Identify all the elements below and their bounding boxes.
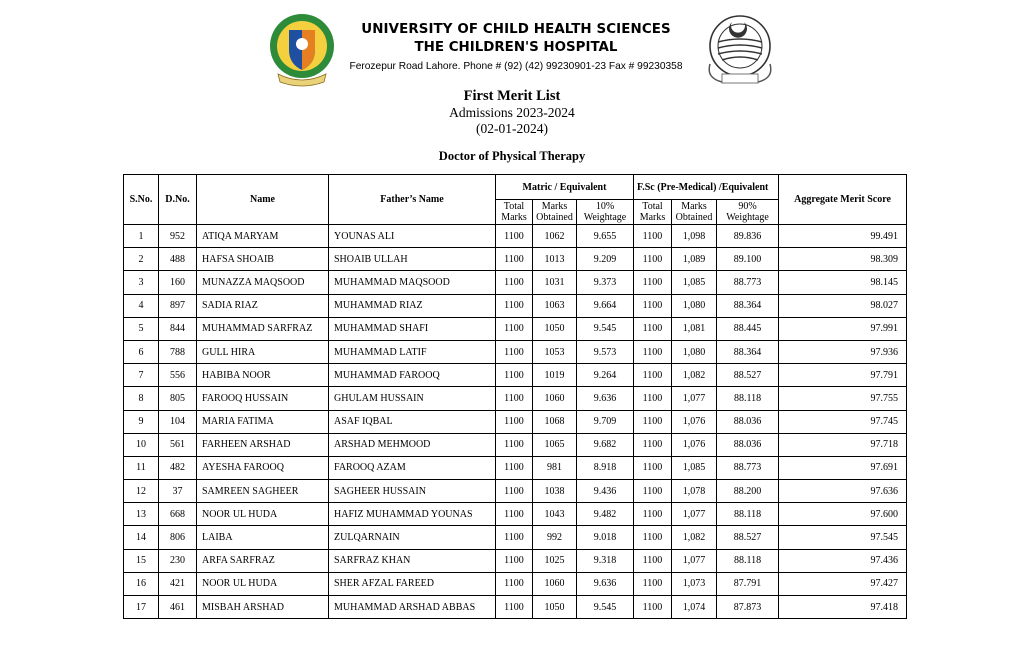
cell-matric-total: 1100 xyxy=(496,480,533,503)
cell-sno: 11 xyxy=(124,456,159,479)
cell-sno: 14 xyxy=(124,526,159,549)
cell-matric-obtained: 1013 xyxy=(533,248,577,271)
cell-matric-obtained: 1031 xyxy=(533,271,577,294)
cell-sno: 4 xyxy=(124,294,159,317)
cell-name: ATIQA MARYAM xyxy=(197,225,329,248)
cell-name: ARFA SARFRAZ xyxy=(197,549,329,572)
table-row xyxy=(124,549,907,572)
cell-fsc-weightage: 88.036 xyxy=(717,410,779,433)
cell-dno: 230 xyxy=(159,549,197,572)
cell-matric-obtained: 1050 xyxy=(533,596,577,619)
cell-name: NOOR UL HUDA xyxy=(197,572,329,595)
cell-matric-weightage: 9.209 xyxy=(577,248,634,271)
cell-fsc-total: 1100 xyxy=(634,294,672,317)
cell-matric-obtained: 1043 xyxy=(533,503,577,526)
table-row xyxy=(124,225,907,248)
cell-matric-total: 1100 xyxy=(496,294,533,317)
cell-aggregate-score: 97.936 xyxy=(779,340,907,363)
cell-fsc-total: 1100 xyxy=(634,526,672,549)
cell-sno: 8 xyxy=(124,387,159,410)
table-row xyxy=(124,480,907,503)
cell-fsc-total: 1100 xyxy=(634,364,672,387)
cell-matric-weightage: 8.918 xyxy=(577,456,634,479)
cell-fsc-obtained: 1,085 xyxy=(672,456,717,479)
cell-fsc-obtained: 1,077 xyxy=(672,387,717,410)
cell-fsc-weightage: 88.445 xyxy=(717,317,779,340)
cell-fsc-obtained: 1,073 xyxy=(672,572,717,595)
cell-dno: 806 xyxy=(159,526,197,549)
cell-name: AYESHA FAROOQ xyxy=(197,456,329,479)
col-header-father: Father’s Name xyxy=(329,175,496,225)
table-header-row xyxy=(124,175,907,200)
cell-father-name: SAGHEER HUSSAIN xyxy=(329,480,496,503)
cell-fsc-total: 1100 xyxy=(634,410,672,433)
cell-dno: 37 xyxy=(159,480,197,503)
cell-father-name: MUHAMMAD SHAFI xyxy=(329,317,496,340)
cell-aggregate-score: 97.718 xyxy=(779,433,907,456)
cell-fsc-total: 1100 xyxy=(634,549,672,572)
cell-matric-weightage: 9.373 xyxy=(577,271,634,294)
cell-matric-weightage: 9.709 xyxy=(577,410,634,433)
cell-sno: 15 xyxy=(124,549,159,572)
cell-name: MUNAZZA MAQSOOD xyxy=(197,271,329,294)
cell-father-name: ARSHAD MEHMOOD xyxy=(329,433,496,456)
col-header-dno: D.No. xyxy=(159,175,197,225)
table-row xyxy=(124,271,907,294)
table-body xyxy=(124,225,907,619)
cell-matric-total: 1100 xyxy=(496,225,533,248)
cell-fsc-obtained: 1,085 xyxy=(672,271,717,294)
cell-father-name: GHULAM HUSSAIN xyxy=(329,387,496,410)
cell-father-name: FAROOQ AZAM xyxy=(329,456,496,479)
session-title: Admissions 2023-2024 xyxy=(449,105,575,120)
cell-matric-weightage: 9.545 xyxy=(577,317,634,340)
government-of-punjab-emblem xyxy=(702,12,778,88)
cell-fsc-total: 1100 xyxy=(634,596,672,619)
cell-sno: 17 xyxy=(124,596,159,619)
cell-fsc-total: 1100 xyxy=(634,225,672,248)
institution-block xyxy=(346,21,686,73)
cell-matric-weightage: 9.482 xyxy=(577,503,634,526)
cell-matric-obtained: 1050 xyxy=(533,317,577,340)
cell-matric-obtained: 981 xyxy=(533,456,577,479)
col-header-matric-obtained: Marks Obtained xyxy=(533,200,577,225)
cell-aggregate-score: 97.791 xyxy=(779,364,907,387)
cell-fsc-weightage: 88.364 xyxy=(717,294,779,317)
cell-fsc-total: 1100 xyxy=(634,387,672,410)
table-row xyxy=(124,572,907,595)
university-name: UNIVERSITY OF CHILD HEALTH SCIENCES xyxy=(361,22,671,37)
cell-matric-weightage: 9.664 xyxy=(577,294,634,317)
cell-dno: 160 xyxy=(159,271,197,294)
university-crest-logo xyxy=(268,12,336,88)
cell-matric-total: 1100 xyxy=(496,317,533,340)
cell-fsc-obtained: 1,078 xyxy=(672,480,717,503)
cell-dno: 461 xyxy=(159,596,197,619)
cell-aggregate-score: 97.427 xyxy=(779,572,907,595)
cell-matric-obtained: 1068 xyxy=(533,410,577,433)
cell-name: MARIA FATIMA xyxy=(197,410,329,433)
cell-matric-total: 1100 xyxy=(496,572,533,595)
cell-father-name: ASAF IQBAL xyxy=(329,410,496,433)
table-row xyxy=(124,248,907,271)
cell-aggregate-score: 97.600 xyxy=(779,503,907,526)
cell-fsc-total: 1100 xyxy=(634,480,672,503)
cell-matric-obtained: 1062 xyxy=(533,225,577,248)
cell-matric-obtained: 1060 xyxy=(533,387,577,410)
cell-matric-weightage: 9.545 xyxy=(577,596,634,619)
cell-fsc-total: 1100 xyxy=(634,248,672,271)
cell-fsc-weightage: 88.773 xyxy=(717,271,779,294)
cell-matric-total: 1100 xyxy=(496,248,533,271)
address-line: Ferozepur Road Lahore. Phone # (92) (42) 99230901-23 Fax # 99230358 xyxy=(349,61,683,72)
cell-fsc-weightage: 89.100 xyxy=(717,248,779,271)
cell-fsc-obtained: 1,076 xyxy=(672,433,717,456)
cell-fsc-weightage: 87.791 xyxy=(717,572,779,595)
cell-matric-total: 1100 xyxy=(496,433,533,456)
cell-fsc-weightage: 88.118 xyxy=(717,549,779,572)
hospital-name: THE CHILDREN'S HOSPITAL xyxy=(414,40,618,55)
cell-matric-total: 1100 xyxy=(496,387,533,410)
table-row xyxy=(124,503,907,526)
cell-dno: 104 xyxy=(159,410,197,433)
letterhead xyxy=(0,0,1024,96)
cell-fsc-total: 1100 xyxy=(634,433,672,456)
cell-fsc-obtained: 1,077 xyxy=(672,549,717,572)
cell-matric-total: 1100 xyxy=(496,364,533,387)
cell-matric-weightage: 9.264 xyxy=(577,364,634,387)
cell-aggregate-score: 97.418 xyxy=(779,596,907,619)
cell-name: HAFSA SHOAIB xyxy=(197,248,329,271)
cell-fsc-weightage: 87.873 xyxy=(717,596,779,619)
cell-fsc-obtained: 1,082 xyxy=(672,364,717,387)
cell-matric-weightage: 9.655 xyxy=(577,225,634,248)
cell-fsc-obtained: 1,080 xyxy=(672,340,717,363)
cell-sno: 10 xyxy=(124,433,159,456)
cell-matric-total: 1100 xyxy=(496,549,533,572)
cell-dno: 561 xyxy=(159,433,197,456)
cell-father-name: SHER AFZAL FAREED xyxy=(329,572,496,595)
cell-father-name: ZULQARNAIN xyxy=(329,526,496,549)
cell-fsc-total: 1100 xyxy=(634,340,672,363)
cell-matric-weightage: 9.318 xyxy=(577,549,634,572)
cell-aggregate-score: 97.691 xyxy=(779,456,907,479)
cell-name: MUHAMMAD SARFRAZ xyxy=(197,317,329,340)
cell-matric-obtained: 1025 xyxy=(533,549,577,572)
cell-matric-obtained: 1053 xyxy=(533,340,577,363)
cell-fsc-obtained: 1,081 xyxy=(672,317,717,340)
table-row xyxy=(124,433,907,456)
cell-matric-weightage: 9.636 xyxy=(577,387,634,410)
cell-aggregate-score: 99.491 xyxy=(779,225,907,248)
col-header-aggregate: Aggregate Merit Score xyxy=(779,175,907,225)
cell-sno: 6 xyxy=(124,340,159,363)
table-row xyxy=(124,387,907,410)
cell-matric-total: 1100 xyxy=(496,526,533,549)
col-group-fsc: F.Sc (Pre-Medical) /Equivalent xyxy=(634,175,779,200)
cell-fsc-total: 1100 xyxy=(634,317,672,340)
cell-fsc-weightage: 88.118 xyxy=(717,503,779,526)
cell-matric-obtained: 992 xyxy=(533,526,577,549)
col-group-matric: Matric / Equivalent xyxy=(496,175,634,200)
cell-matric-weightage: 9.682 xyxy=(577,433,634,456)
cell-father-name: YOUNAS ALI xyxy=(329,225,496,248)
cell-matric-total: 1100 xyxy=(496,503,533,526)
cell-name: FAROOQ HUSSAIN xyxy=(197,387,329,410)
cell-sno: 12 xyxy=(124,480,159,503)
cell-matric-total: 1100 xyxy=(496,340,533,363)
list-date: (02-01-2024) xyxy=(476,121,548,136)
col-header-matric-weightage: 10% Weightage xyxy=(577,200,634,225)
cell-aggregate-score: 97.436 xyxy=(779,549,907,572)
cell-matric-obtained: 1063 xyxy=(533,294,577,317)
cell-fsc-obtained: 1,077 xyxy=(672,503,717,526)
cell-name: MISBAH ARSHAD xyxy=(197,596,329,619)
table-row xyxy=(124,340,907,363)
cell-sno: 3 xyxy=(124,271,159,294)
cell-fsc-obtained: 1,089 xyxy=(672,248,717,271)
cell-matric-weightage: 9.636 xyxy=(577,572,634,595)
cell-sno: 2 xyxy=(124,248,159,271)
cell-fsc-total: 1100 xyxy=(634,271,672,294)
cell-father-name: MUHAMMAD ARSHAD ABBAS xyxy=(329,596,496,619)
cell-sno: 13 xyxy=(124,503,159,526)
cell-fsc-weightage: 88.773 xyxy=(717,456,779,479)
cell-fsc-weightage: 88.036 xyxy=(717,433,779,456)
table-row xyxy=(124,596,907,619)
cell-matric-total: 1100 xyxy=(496,410,533,433)
cell-aggregate-score: 97.745 xyxy=(779,410,907,433)
cell-dno: 805 xyxy=(159,387,197,410)
col-header-fsc-total: Total Marks xyxy=(634,200,672,225)
cell-fsc-weightage: 88.364 xyxy=(717,340,779,363)
col-header-fsc-weightage: 90% Weightage xyxy=(717,200,779,225)
cell-dno: 844 xyxy=(159,317,197,340)
cell-aggregate-score: 97.636 xyxy=(779,480,907,503)
cell-fsc-obtained: 1,082 xyxy=(672,526,717,549)
cell-matric-obtained: 1060 xyxy=(533,572,577,595)
cell-matric-total: 1100 xyxy=(496,456,533,479)
cell-aggregate-score: 97.991 xyxy=(779,317,907,340)
cell-fsc-weightage: 88.200 xyxy=(717,480,779,503)
cell-aggregate-score: 97.545 xyxy=(779,526,907,549)
cell-fsc-weightage: 88.527 xyxy=(717,526,779,549)
cell-matric-obtained: 1038 xyxy=(533,480,577,503)
cell-name: SADIA RIAZ xyxy=(197,294,329,317)
col-header-matric-total: Total Marks xyxy=(496,200,533,225)
cell-name: LAIBA xyxy=(197,526,329,549)
cell-father-name: MUHAMMAD LATIF xyxy=(329,340,496,363)
cell-aggregate-score: 98.027 xyxy=(779,294,907,317)
cell-father-name: SHOAIB ULLAH xyxy=(329,248,496,271)
cell-sno: 9 xyxy=(124,410,159,433)
merit-list-table xyxy=(123,174,907,619)
cell-fsc-total: 1100 xyxy=(634,572,672,595)
cell-name: NOOR UL HUDA xyxy=(197,503,329,526)
cell-dno: 668 xyxy=(159,503,197,526)
cell-fsc-obtained: 1,080 xyxy=(672,294,717,317)
cell-matric-weightage: 9.018 xyxy=(577,526,634,549)
col-header-sno: S.No. xyxy=(124,175,159,225)
cell-dno: 556 xyxy=(159,364,197,387)
cell-matric-total: 1100 xyxy=(496,271,533,294)
program-title: Doctor of Physical Therapy xyxy=(438,149,586,163)
cell-sno: 7 xyxy=(124,364,159,387)
cell-father-name: HAFIZ MUHAMMAD YOUNAS xyxy=(329,503,496,526)
table-row xyxy=(124,526,907,549)
cell-fsc-weightage: 88.118 xyxy=(717,387,779,410)
cell-dno: 482 xyxy=(159,456,197,479)
cell-father-name: MUHAMMAD RIAZ xyxy=(329,294,496,317)
cell-fsc-weightage: 89.836 xyxy=(717,225,779,248)
cell-matric-weightage: 9.573 xyxy=(577,340,634,363)
cell-fsc-weightage: 88.527 xyxy=(717,364,779,387)
cell-name: SAMREEN SAGHEER xyxy=(197,480,329,503)
cell-sno: 1 xyxy=(124,225,159,248)
cell-matric-total: 1100 xyxy=(496,596,533,619)
cell-father-name: MUHAMMAD MAQSOOD xyxy=(329,271,496,294)
cell-name: HABIBA NOOR xyxy=(197,364,329,387)
table-row xyxy=(124,456,907,479)
cell-aggregate-score: 98.145 xyxy=(779,271,907,294)
cell-matric-obtained: 1019 xyxy=(533,364,577,387)
table-row xyxy=(124,317,907,340)
table-row xyxy=(124,410,907,433)
document-titles xyxy=(0,88,1024,137)
cell-fsc-obtained: 1,098 xyxy=(672,225,717,248)
cell-matric-obtained: 1065 xyxy=(533,433,577,456)
cell-fsc-obtained: 1,074 xyxy=(672,596,717,619)
list-title: First Merit List xyxy=(463,88,561,104)
col-header-fsc-obtained: Marks Obtained xyxy=(672,200,717,225)
cell-name: GULL HIRA xyxy=(197,340,329,363)
cell-father-name: SARFRAZ KHAN xyxy=(329,549,496,572)
cell-dno: 488 xyxy=(159,248,197,271)
table-row xyxy=(124,364,907,387)
col-header-name: Name xyxy=(197,175,329,225)
cell-dno: 952 xyxy=(159,225,197,248)
cell-aggregate-score: 98.309 xyxy=(779,248,907,271)
cell-name: FARHEEN ARSHAD xyxy=(197,433,329,456)
cell-fsc-total: 1100 xyxy=(634,456,672,479)
cell-dno: 897 xyxy=(159,294,197,317)
cell-dno: 421 xyxy=(159,572,197,595)
cell-father-name: MUHAMMAD FAROOQ xyxy=(329,364,496,387)
cell-sno: 16 xyxy=(124,572,159,595)
cell-fsc-obtained: 1,076 xyxy=(672,410,717,433)
cell-matric-weightage: 9.436 xyxy=(577,480,634,503)
cell-aggregate-score: 97.755 xyxy=(779,387,907,410)
cell-sno: 5 xyxy=(124,317,159,340)
cell-fsc-total: 1100 xyxy=(634,503,672,526)
cell-dno: 788 xyxy=(159,340,197,363)
table-row xyxy=(124,294,907,317)
